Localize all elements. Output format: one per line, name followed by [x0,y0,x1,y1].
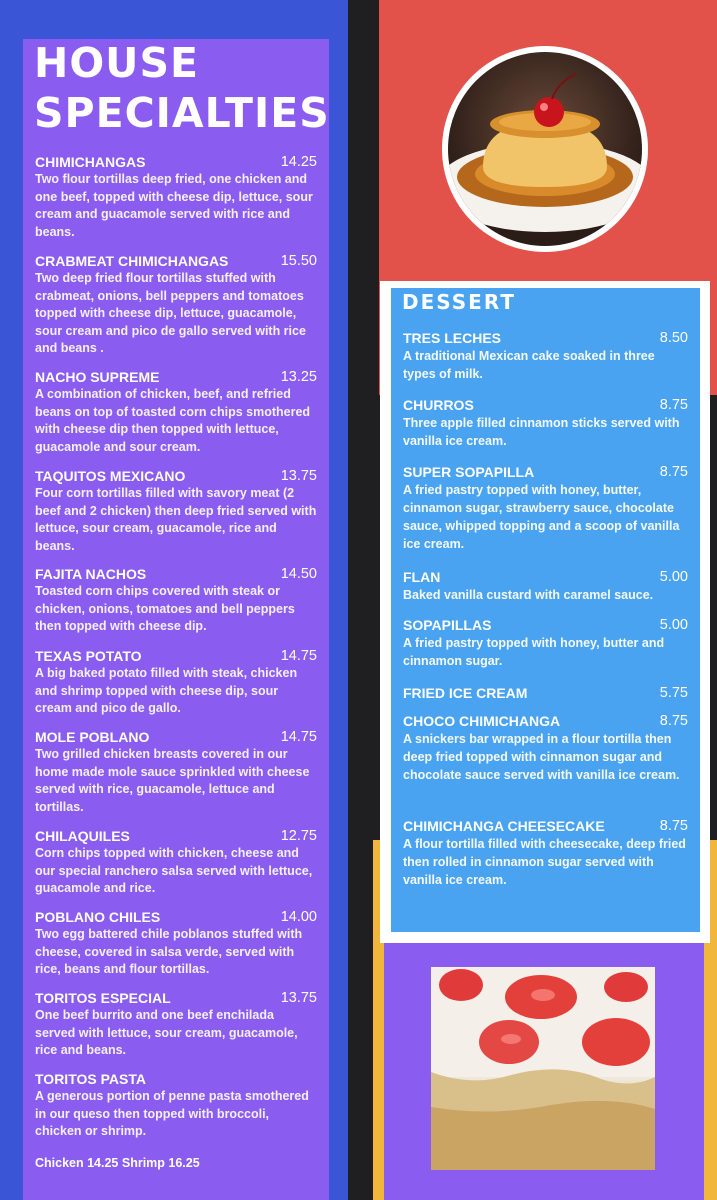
item-description: Toasted corn chips covered with steak or chicken, onions, tomatoes and bell peppers then topped with cheese dip. [35,584,295,633]
item-price: 12.75 [280,828,317,844]
menu-item [35,1070,317,1141]
item-name: CHOCO CHIMICHANGA [403,713,561,729]
item-name: CHILAQUILES [35,828,130,844]
cake-illustration [431,967,655,1170]
item-name: FAJITA NACHOS [35,566,147,582]
item-name: SUPER SOPAPILLA [403,464,535,480]
item-description: Four corn tortillas filled with savory meat (2 beef and 2 chicken) then deep fried served with lettuce, sour cream, guacamole, rice and beans. [35,486,317,553]
dessert-item [403,568,688,604]
dessert-item [403,329,688,383]
dessert-item [403,817,688,889]
dessert-item [403,616,688,670]
dessert-item [403,396,688,450]
menu-item [35,908,317,979]
flan-illustration [448,52,642,246]
item-name: CHURROS [403,397,474,413]
menu-item [35,989,317,1060]
item-description: A combination of chicken, beef, and refried beans on top of toasted corn chips smothered with cheese dip then topped with lettuce, guacamole and sour cream. [35,387,311,454]
menu-item [35,647,317,718]
item-name: FRIED ICE CREAM [403,685,528,701]
item-description: Corn chips topped with chicken, cheese and our special ranchero salsa served with lettuce, guacamole and rice. [35,846,313,895]
item-description: A snickers bar wrapped in a flour tortilla then deep fried topped with cinnamon sugar and chocolate sauce served with vanilla ice cream. [403,732,680,782]
item-price: 14.50 [280,566,317,582]
item-description: A flour tortilla filled with cheesecake, deep fried then rolled in cinnamon sugar served with vanilla ice cream. [403,837,686,887]
item-price: 13.75 [280,990,317,1006]
menu-item [35,368,317,456]
item-description: A fried pastry topped with honey, butter and cinnamon sugar. [403,636,665,668]
tres-leches-photo [431,967,655,1170]
menu-item [35,467,317,555]
item-price: 5.00 [659,569,688,585]
menu-item [35,153,317,241]
item-name: NACHO SUPREME [35,369,160,385]
menu-item [35,565,317,636]
item-price: 8.75 [659,397,688,413]
item-name: CRABMEAT CHIMICHANGAS [35,253,229,269]
item-name: POBLANO CHILES [35,909,161,925]
item-price: 14.75 [280,648,317,664]
item-description: A generous portion of penne pasta smothered in our queso then topped with broccoli, chicken or shrimp. [35,1089,309,1138]
item-name: TORITOS PASTA [35,1071,146,1087]
item-description: Two flour tortillas deep fried, one chicken and one beef, topped with cheese dip, lettuce, sour cream and guacamole served with rice and beans. [35,172,313,239]
item-price: 5.75 [659,685,688,701]
menu-item [35,252,317,358]
item-price: 13.25 [280,369,317,385]
item-price: 8.75 [659,818,688,834]
item-description: Three apple filled cinnamon sticks served with vanilla ice cream. [403,416,680,448]
item-price: 8.50 [659,330,688,346]
item-name: CHIMICHANGAS [35,154,146,170]
item-description: A big baked potato filled with steak, chicken and shrimp topped with cheese dip, sour cream and pico de gallo. [35,666,298,715]
item-name: TRES LECHES [403,330,502,346]
menu-item [35,827,317,898]
item-description: A fried pastry topped with honey, butter, cinnamon sugar, strawberry sauce, chocolate sauce, whipped topping and a scoop of vanilla ice cream. [403,483,680,551]
dessert-title: DESSERT [402,290,516,314]
item-price: 13.75 [280,468,317,484]
item-name: CHIMICHANGA CHEESECAKE [403,818,605,834]
item-price: 15.50 [280,253,317,269]
item-price: 14.00 [280,909,317,925]
item-name: TAQUITOS MEXICANO [35,468,186,484]
item-price: 14.25 [280,154,317,170]
item-description: A traditional Mexican cake soaked in three types of milk. [403,349,655,381]
dessert-item [403,712,688,784]
item-name: SOPAPILLAS [403,617,492,633]
item-name: TORITOS ESPECIAL [35,990,171,1006]
dessert-item [403,684,688,702]
item-price: 8.75 [659,464,688,480]
item-description: One beef burrito and one beef enchilada served with lettuce, sour cream, guacamole, rice and beans. [35,1008,298,1057]
flan-photo [448,52,642,246]
item-description: Baked vanilla custard with caramel sauce. [403,588,654,602]
item-name: TEXAS POTATO [35,648,142,664]
specialties-title: HOUSE SPECIALTIES [34,39,330,137]
menu-item [35,728,317,816]
item-price: 8.75 [659,713,688,729]
pasta-prices: Chicken 14.25 Shrimp 16.25 [35,1156,200,1170]
item-description: Two egg battered chile poblanos stuffed with cheese, covered in salsa verde, served with rice, beans and flour tortillas. [35,927,303,976]
item-description: Two deep fried flour tortillas stuffed with crabmeat, onions, bell peppers and tomatoes topped with cheese dip, lettuce, guacamole, sour cream and pico de gallo served with rice and beans . [35,271,306,355]
item-price: 14.75 [280,729,317,745]
item-description: Two grilled chicken breasts covered in our home made mole sauce sprinkled with cheese served with rice, guacamole, lettuce and tortillas. [35,747,310,814]
item-price: 5.00 [659,617,688,633]
dessert-item [403,463,688,553]
item-name: FLAN [403,569,441,585]
item-name: MOLE POBLANO [35,729,150,745]
